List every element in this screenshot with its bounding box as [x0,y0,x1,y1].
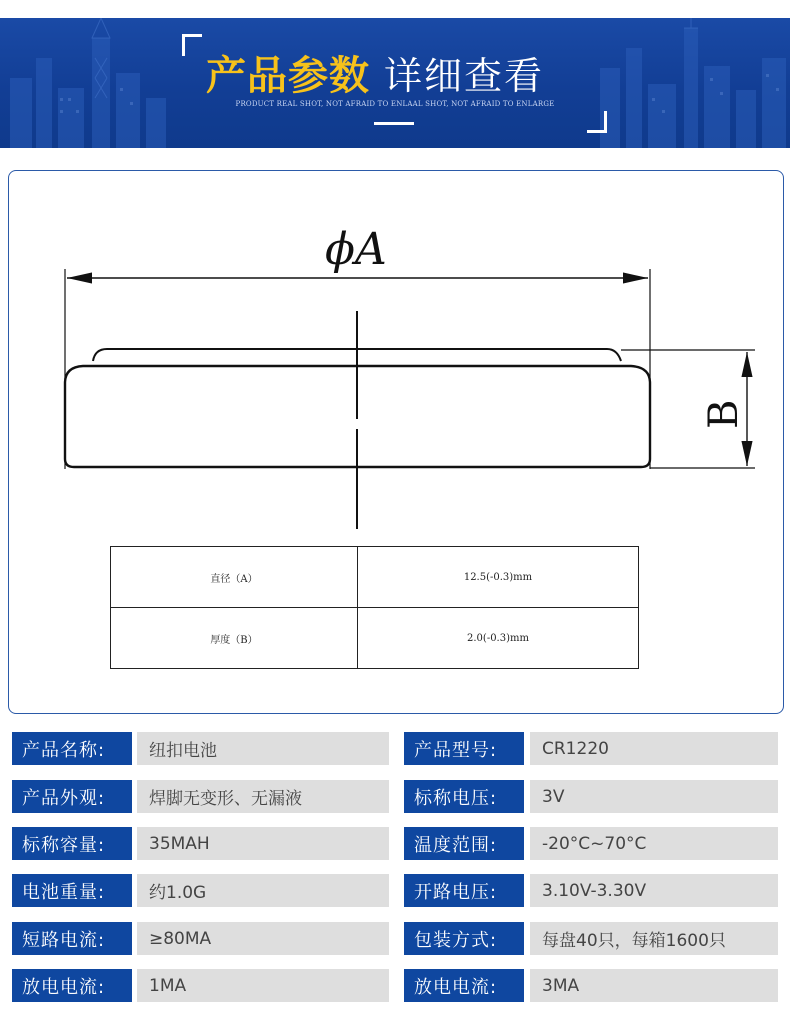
param-value: 约1.0G [137,874,389,907]
banner-underline [374,122,414,125]
param-label: 产品外观: [12,780,132,813]
header-banner [0,18,790,148]
param-value: 3V [530,780,778,813]
param-label: 电池重量: [12,874,132,907]
param-value: ≥80MA [137,922,389,955]
banner-subtitle: PRODUCT REAL SHOT, NOT AFRAID TO ENLAAL SHOT, NOT AFRAID TO ENLARGE [235,100,555,108]
param-label: 标称电压: [404,780,524,813]
param-value: 纽扣电池 [137,732,389,765]
param-value: 每盘40只，每箱1600只 [530,922,778,955]
param-value: 焊脚无变形、无漏液 [137,780,389,813]
param-label: 标称容量: [12,827,132,860]
param-value: 35MAH [137,827,389,860]
param-row [12,827,778,860]
table-cell-value: 2.0(-0.3)mm [358,608,639,669]
table-cell-name: 厚度（B） [111,608,358,669]
param-value: CR1220 [530,732,778,765]
param-label: 温度范围: [404,827,524,860]
dimension-label-a: ϕA [325,224,387,275]
param-label: 产品型号: [404,732,524,765]
corner-bracket-top-left [182,34,202,56]
banner-title-light: 详细查看 [384,54,545,98]
param-label: 短路电流: [12,922,132,955]
table-row [111,608,639,669]
dimension-table [110,546,639,669]
param-label: 开路电压: [404,874,524,907]
param-row [12,732,778,765]
banner-title-strong: 产品参数 [206,53,370,99]
param-value: 3MA [530,969,778,1002]
param-label: 包装方式: [404,922,524,955]
param-value: 3.10V-3.30V [530,874,778,907]
param-row [12,874,778,907]
param-label: 放电电流: [404,969,524,1002]
param-row [12,780,778,813]
corner-bracket-bottom-right [587,111,607,133]
param-row [12,922,778,955]
param-row [12,969,778,1002]
dimension-label-b: B [701,399,747,429]
banner-title [206,44,544,98]
table-cell-value: 12.5(-0.3)mm [358,547,639,608]
battery-dimension-diagram [8,170,784,714]
param-value: 1MA [137,969,389,1002]
param-label: 产品名称: [12,732,132,765]
param-value: -20°C~70°C [530,827,778,860]
param-label: 放电电流: [12,969,132,1002]
table-row [111,547,639,608]
table-cell-name: 直径（A） [111,547,358,608]
